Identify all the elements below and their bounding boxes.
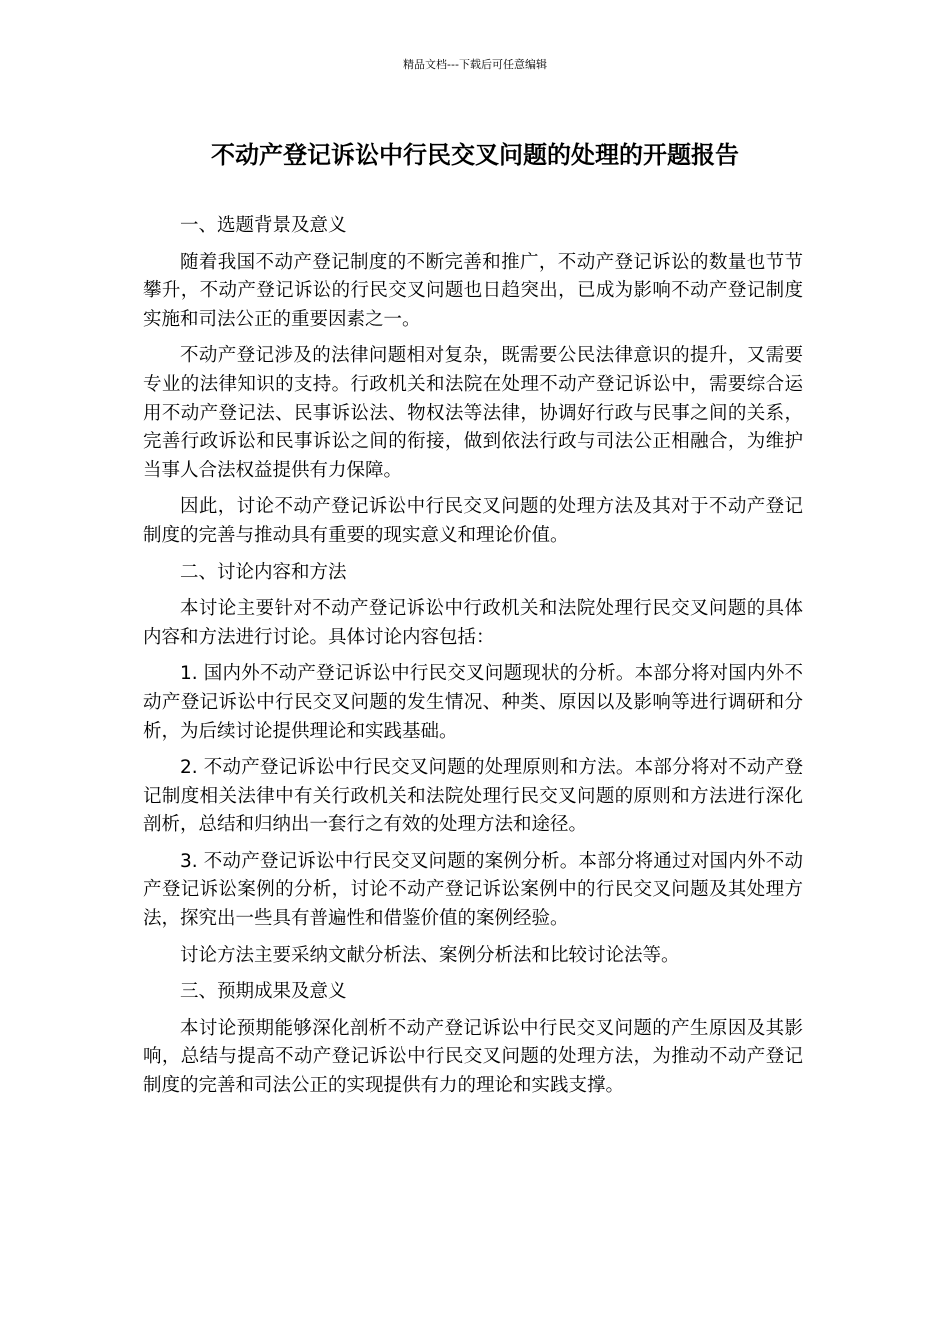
document-title: 不动产登记诉讼中行民交叉问题的处理的开题报告 xyxy=(211,141,739,169)
page-header: 精品文档---下载后可任意编辑 xyxy=(403,58,547,71)
document-body xyxy=(143,212,803,1109)
paragraph-content-intro: 本讨论主要针对不动产登记诉讼中行政机关和法院处理行民交叉问题的具体内容和方法进行讨论。具体讨论内容包括： xyxy=(143,598,803,648)
paragraph-background-3: 因此，讨论不动产登记诉讼中行民交叉问题的处理方法及其对于不动产登记制度的完善与推动具有重要的现实意义和理论价值。 xyxy=(143,496,803,546)
list-item-2: 2. 不动产登记诉讼中行民交叉问题的处理原则和方法。本部分将对不动产登记制度相关法律中有关行政机关和法院处理行民交叉问题的原则和方法进行深化剖析，总结和归纳出一套行之有效的处理方法和途径。 xyxy=(143,757,803,836)
list-item-3: 3. 不动产登记诉讼中行民交叉问题的案例分析。本部分将通过对国内外不动产登记诉讼案例的分析，讨论不动产登记诉讼案例中的行民交叉问题及其处理方法，探究出一些具有普遍性和借鉴价值的案例经验。 xyxy=(143,850,803,930)
section-heading-background: 一、选题背景及意义 xyxy=(180,215,347,236)
paragraph-background-1: 随着我国不动产登记制度的不断完善和推广，不动产登记诉讼的数量也节节攀升，不动产登记诉讼的行民交叉问题也日趋突出，已成为影响不动产登记制度实施和司法公正的重要因素之一。 xyxy=(143,251,803,330)
section-heading-content-method: 二、讨论内容和方法 xyxy=(180,561,347,583)
list-item-1: 1. 国内外不动产登记诉讼中行民交叉问题现状的分析。本部分将对国内外不动产登记诉讼中行民交叉问题的发生情况、种类、原因以及影响等进行调研和分析，为后续讨论提供理论和实践基础。 xyxy=(143,663,803,742)
paragraph-background-2: 不动产登记涉及的法律问题相对复杂，既需要公民法律意识的提升，又需要专业的法律知识的支持。行政机关和法院在处理不动产登记诉讼中，需要综合运用不动产登记法、民事诉讼法、物权法等法律，协调好行政与民事之间的关系，完善行政诉讼和民事诉讼之间的衔接，做到依法行政与司法公正相融合，为维护当事人合法权益提供有力保障。 xyxy=(143,345,803,481)
section-heading-expected-results: 三、预期成果及意义 xyxy=(180,981,347,1003)
paragraph-method: 讨论方法主要采纳文献分析法、案例分析法和比较讨论法等。 xyxy=(180,944,680,966)
paragraph-expected-results: 本讨论预期能够深化剖析不动产登记诉讼中行民交叉问题的产生原因及其影响，总结与提高不动产登记诉讼中行民交叉问题的处理方法，为推动不动产登记制度的完善和司法公正的实现提供有力的理论和实践支撑。 xyxy=(143,1017,803,1097)
